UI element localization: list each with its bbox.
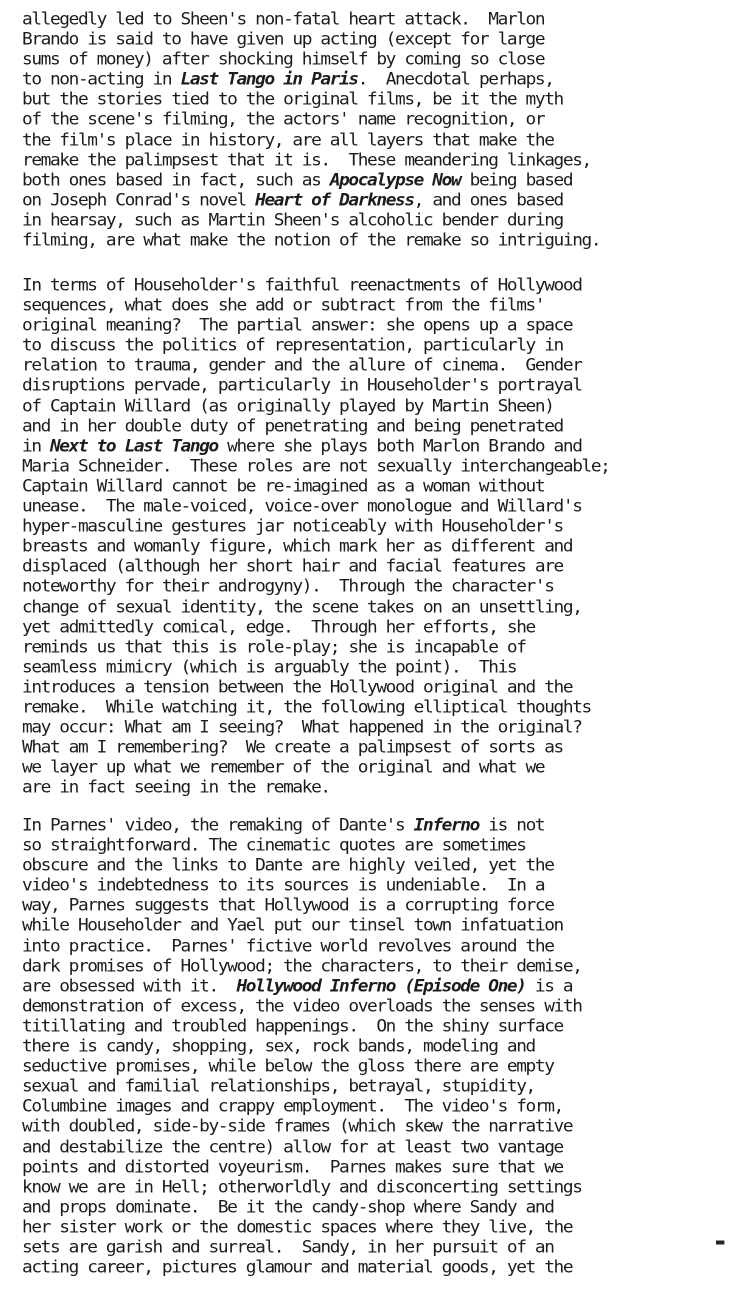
text-run: is not <box>478 815 545 836</box>
text-line <box>22 131 734 150</box>
text-line <box>22 317 734 336</box>
text-run: allegedly led to Sheen's non-fatal heart attack. Marlon <box>22 9 545 30</box>
text-line <box>22 977 734 996</box>
text-line <box>22 897 734 916</box>
text-run: Maria Schneider. These roles are not sexually interchangeable; <box>22 456 610 477</box>
italic-title: Apocalypse Now <box>329 170 461 191</box>
text-line <box>22 437 734 456</box>
text-line <box>22 232 734 251</box>
text-line <box>22 578 734 597</box>
text-run: with doubled, side-by-side frames (which skew the narrative <box>22 1117 573 1137</box>
text-run: know we are in Hell; otherworldly and disconcerting settings <box>22 1177 582 1198</box>
text-run: demonstration of excess, the video overloads the senses with <box>22 996 582 1017</box>
text-run: and in her double duty of penetrating and being penetrated <box>22 416 563 437</box>
text-line <box>22 618 734 637</box>
text-run: and destabilize the centre) allow for at least two vantage <box>22 1137 563 1157</box>
text-line <box>22 759 734 778</box>
text-run: hyper-masculine gestures jar noticeably with Householder's <box>22 516 563 537</box>
text-line <box>22 1118 734 1137</box>
text-run: displaced (although her short hair and facial features are <box>22 556 563 577</box>
text-run: into practice. Parnes' fictive world revolves around the <box>22 936 554 956</box>
text-line <box>22 518 734 537</box>
text-line <box>22 1078 734 1097</box>
text-run: is a <box>525 976 573 997</box>
text-run: acting career, pictures glamour and material goods, yet the <box>22 1257 573 1278</box>
text-line <box>22 1058 734 1077</box>
text-line <box>22 658 734 677</box>
text-run: video's indebtedness to its sources is undeniable. In a <box>22 875 545 896</box>
text-line <box>22 337 734 356</box>
text-run: Captain Willard cannot be re-imagined as a woman without <box>22 476 545 497</box>
text-run: In terms of Householder's faithful reenactments of Hollywood <box>22 275 582 296</box>
text-run: disruptions pervade, particularly in Householder's portrayal <box>22 376 582 396</box>
text-line <box>22 277 734 296</box>
text-run: sequences, what does she add or subtract from the films' <box>22 295 545 316</box>
text-line <box>22 638 734 657</box>
text-line <box>22 171 734 190</box>
text-line <box>22 877 734 896</box>
text-line <box>22 957 734 976</box>
text-line <box>22 558 734 577</box>
text-run: in hearsay, such as Martin Sheen's alcoholic bender during <box>22 210 563 231</box>
text-line <box>22 297 734 316</box>
text-run: What am I remembering? We create a palimpsest of sorts as <box>22 737 563 758</box>
text-line <box>22 817 734 836</box>
text-run: both ones based in fact, such as <box>22 170 330 191</box>
text-line <box>22 538 734 557</box>
text-run: sums of money) after shocking himself by coming so close <box>22 49 545 70</box>
paragraph-2 <box>22 276 734 798</box>
italic-title: Next to Last Tango <box>49 436 218 457</box>
text-line <box>22 357 734 376</box>
italic-title: Heart of Darkness <box>255 190 414 211</box>
text-line <box>22 739 734 758</box>
text-line <box>22 917 734 936</box>
text-line <box>22 31 734 50</box>
text-line <box>22 1198 734 1217</box>
text-run: sets are garish and surreal. Sandy, in her pursuit of an <box>22 1237 554 1258</box>
text-line <box>22 11 734 30</box>
text-run: sexual and familial relationships, betrayal, stupidity, <box>22 1076 535 1097</box>
text-line <box>22 699 734 718</box>
text-run: her sister work or the domestic spaces where they live, the <box>22 1217 573 1238</box>
text-run: may occur: What am I seeing? What happened in the original? <box>22 717 582 738</box>
text-line <box>22 997 734 1016</box>
text-line <box>22 1178 734 1197</box>
text-run: remake. While watching it, the following elliptical thoughts <box>22 697 591 718</box>
text-run: seductive promises, while below the gloss there are empty <box>22 1056 554 1077</box>
text-run: obscure and the links to Dante are highly veiled, yet the <box>22 855 554 876</box>
text-line <box>22 212 734 231</box>
text-run: of Captain Willard (as originally played by Martin Sheen) <box>22 396 554 416</box>
text-run: we layer up what we remember of the original and what we <box>22 757 545 778</box>
text-run: unease. The male-voiced, voice-over monologue and Willard's <box>22 496 582 517</box>
text-run: points and distorted voyeurism. Parnes makes sure that we <box>22 1157 563 1177</box>
text-line <box>22 498 734 517</box>
text-run: introduces a tension between the Hollywood original and the <box>22 677 573 698</box>
text-run: reminds us that this is role-play; she is incapable of <box>22 637 526 658</box>
margin-mark: ▬ <box>716 1234 725 1250</box>
text-run: so straightforward. The cinematic quotes are sometimes <box>22 835 526 856</box>
text-line <box>22 937 734 956</box>
text-run: the film's place in history, are all layers that make the <box>22 130 554 150</box>
text-line <box>22 71 734 90</box>
text-run: remake the palimpsest that it is. These meandering linkages, <box>22 150 591 171</box>
italic-title: Inferno <box>413 815 479 836</box>
text-run: change of sexual identity, the scene takes on an unsettling, <box>22 597 582 617</box>
text-run: Columbine images and crappy employment. The video's form, <box>22 1096 563 1117</box>
text-line <box>22 377 734 396</box>
text-run: original meaning? The partial answer: she opens up a space <box>22 315 573 336</box>
text-run: noteworthy for their androgyny). Through the character's <box>22 577 554 597</box>
text-line <box>22 779 734 798</box>
text-line <box>22 111 734 130</box>
text-run: seamless mimicry (which is arguably the point). This <box>22 657 517 678</box>
text-line <box>22 1018 734 1037</box>
text-run: in <box>22 436 50 457</box>
text-line <box>22 478 734 497</box>
text-run: of the scene's filming, the actors' name recognition, or <box>22 110 545 130</box>
text-run: while Householder and Yael put our tinsel town infatuation <box>22 916 563 936</box>
text-line <box>22 397 734 416</box>
text-line <box>22 91 734 110</box>
text-run: being based <box>460 170 573 191</box>
text-run: where she plays both Marlon Brando and <box>217 436 582 457</box>
text-line <box>22 1098 734 1117</box>
text-line <box>22 598 734 617</box>
italic-title: Hollywood Inferno (Episode One) <box>236 976 526 997</box>
text-line <box>22 837 734 856</box>
text-line <box>22 1239 734 1258</box>
paragraph-1 <box>22 10 734 251</box>
text-run: dark promises of Hollywood; the characters, to their demise, <box>22 956 582 977</box>
text-line <box>22 857 734 876</box>
text-run: to discuss the politics of representation, particularly in <box>22 335 563 356</box>
text-run: filming, are what make the notion of the remake so intriguing. <box>22 230 601 251</box>
text-line <box>22 151 734 170</box>
text-line <box>22 191 734 210</box>
text-run: are in fact seeing in the remake. <box>22 778 330 798</box>
text-run: In Parnes' video, the remaking of Dante's <box>22 815 414 836</box>
text-run: yet admittedly comical, edge. Through her efforts, she <box>22 617 535 637</box>
text-run: Brando is said to have given up acting (except for large <box>22 29 545 50</box>
text-run: and props dominate. Be it the candy-shop where Sandy and <box>22 1197 554 1218</box>
text-run: relation to trauma, gender and the allure of cinema. Gender <box>22 356 582 376</box>
text-run: to non-acting in <box>22 69 181 90</box>
text-line <box>22 457 734 476</box>
text-line <box>22 1158 734 1177</box>
text-line <box>22 1259 734 1278</box>
text-line <box>22 719 734 738</box>
text-run: but the stories tied to the original films, be it the myth <box>22 90 563 110</box>
text-line <box>22 1038 734 1057</box>
text-line <box>22 417 734 436</box>
italic-title: Last Tango in Paris <box>180 69 358 90</box>
text-run: there is candy, shopping, sex, rock bands, modeling and <box>22 1036 535 1057</box>
text-line <box>22 1138 734 1157</box>
text-run: , and ones based <box>413 190 563 211</box>
text-run: way, Parnes suggests that Hollywood is a corrupting force <box>22 896 554 916</box>
text-line <box>22 678 734 697</box>
text-run: on Joseph Conrad's novel <box>22 190 256 211</box>
text-run: breasts and womanly figure, which mark her as different and <box>22 536 573 557</box>
text-line <box>22 1218 734 1237</box>
paragraph-3 <box>22 816 734 1278</box>
text-run: . Anecdotal perhaps, <box>357 69 554 90</box>
text-run: are obsessed with it. <box>22 976 237 997</box>
text-line <box>22 51 734 70</box>
text-run: titillating and troubled happenings. On the shiny surface <box>22 1016 563 1037</box>
